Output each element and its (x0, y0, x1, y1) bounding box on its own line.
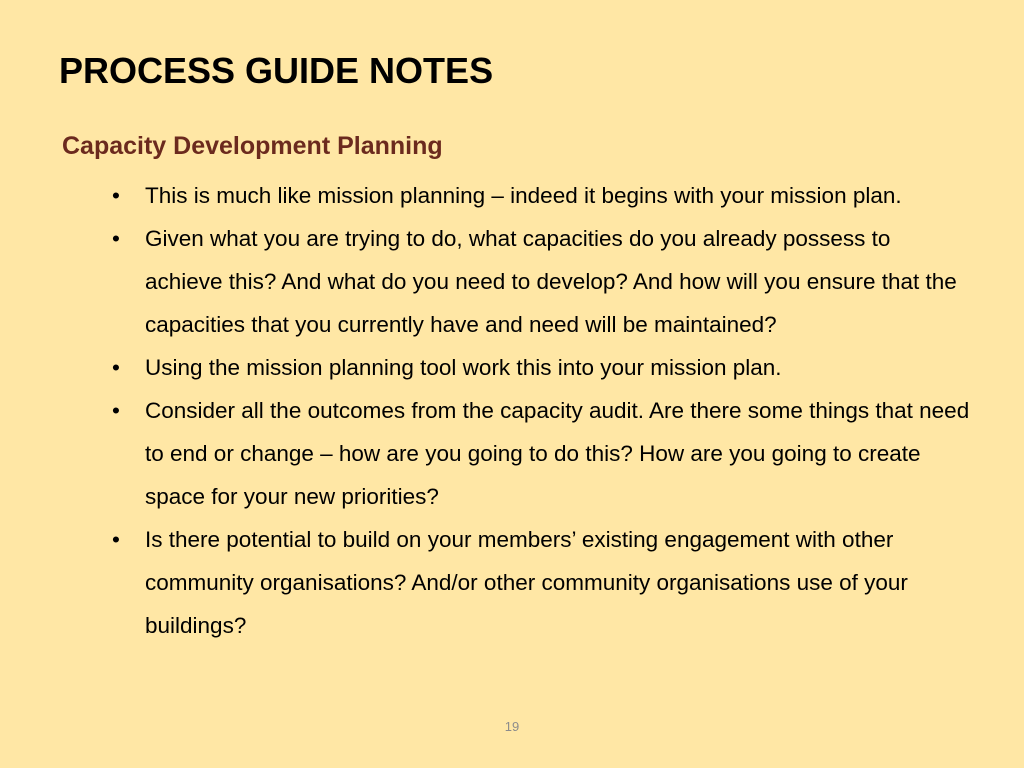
bullet-text: This is much like mission planning – indeed it begins with your mission plan. (145, 183, 902, 208)
bullet-item (110, 217, 970, 346)
bullet-marker: • (112, 226, 120, 251)
page-number: 19 (504, 719, 520, 734)
bullet-list (110, 174, 970, 647)
bullet-marker: • (112, 183, 120, 208)
bullet-text: Consider all the outcomes from the capacity audit. Are there some things that need to end or change – how are you going to do this? How are you going to create space for your new priorities? (145, 398, 970, 509)
bullet-marker: • (112, 355, 120, 380)
slide-subtitle: Capacity Development Planning (62, 132, 443, 160)
bullet-item (110, 518, 970, 647)
bullet-marker: • (112, 527, 120, 552)
bullet-item (110, 174, 970, 217)
bullet-item (110, 389, 970, 518)
bullet-marker: • (112, 398, 120, 423)
slide-title: PROCESS GUIDE NOTES (59, 50, 494, 91)
bullet-text: Is there potential to build on your members’ existing engagement with other community organisations? And/or other community organisations use of your buildings? (145, 527, 908, 638)
bullet-text: Using the mission planning tool work this into your mission plan. (145, 355, 782, 380)
bullet-item (110, 346, 970, 389)
bullet-text: Given what you are trying to do, what capacities do you already possess to achieve this? And what do you need to develop? And how will you ensure that the capacities that you currently have and need will be maintained? (145, 226, 957, 337)
